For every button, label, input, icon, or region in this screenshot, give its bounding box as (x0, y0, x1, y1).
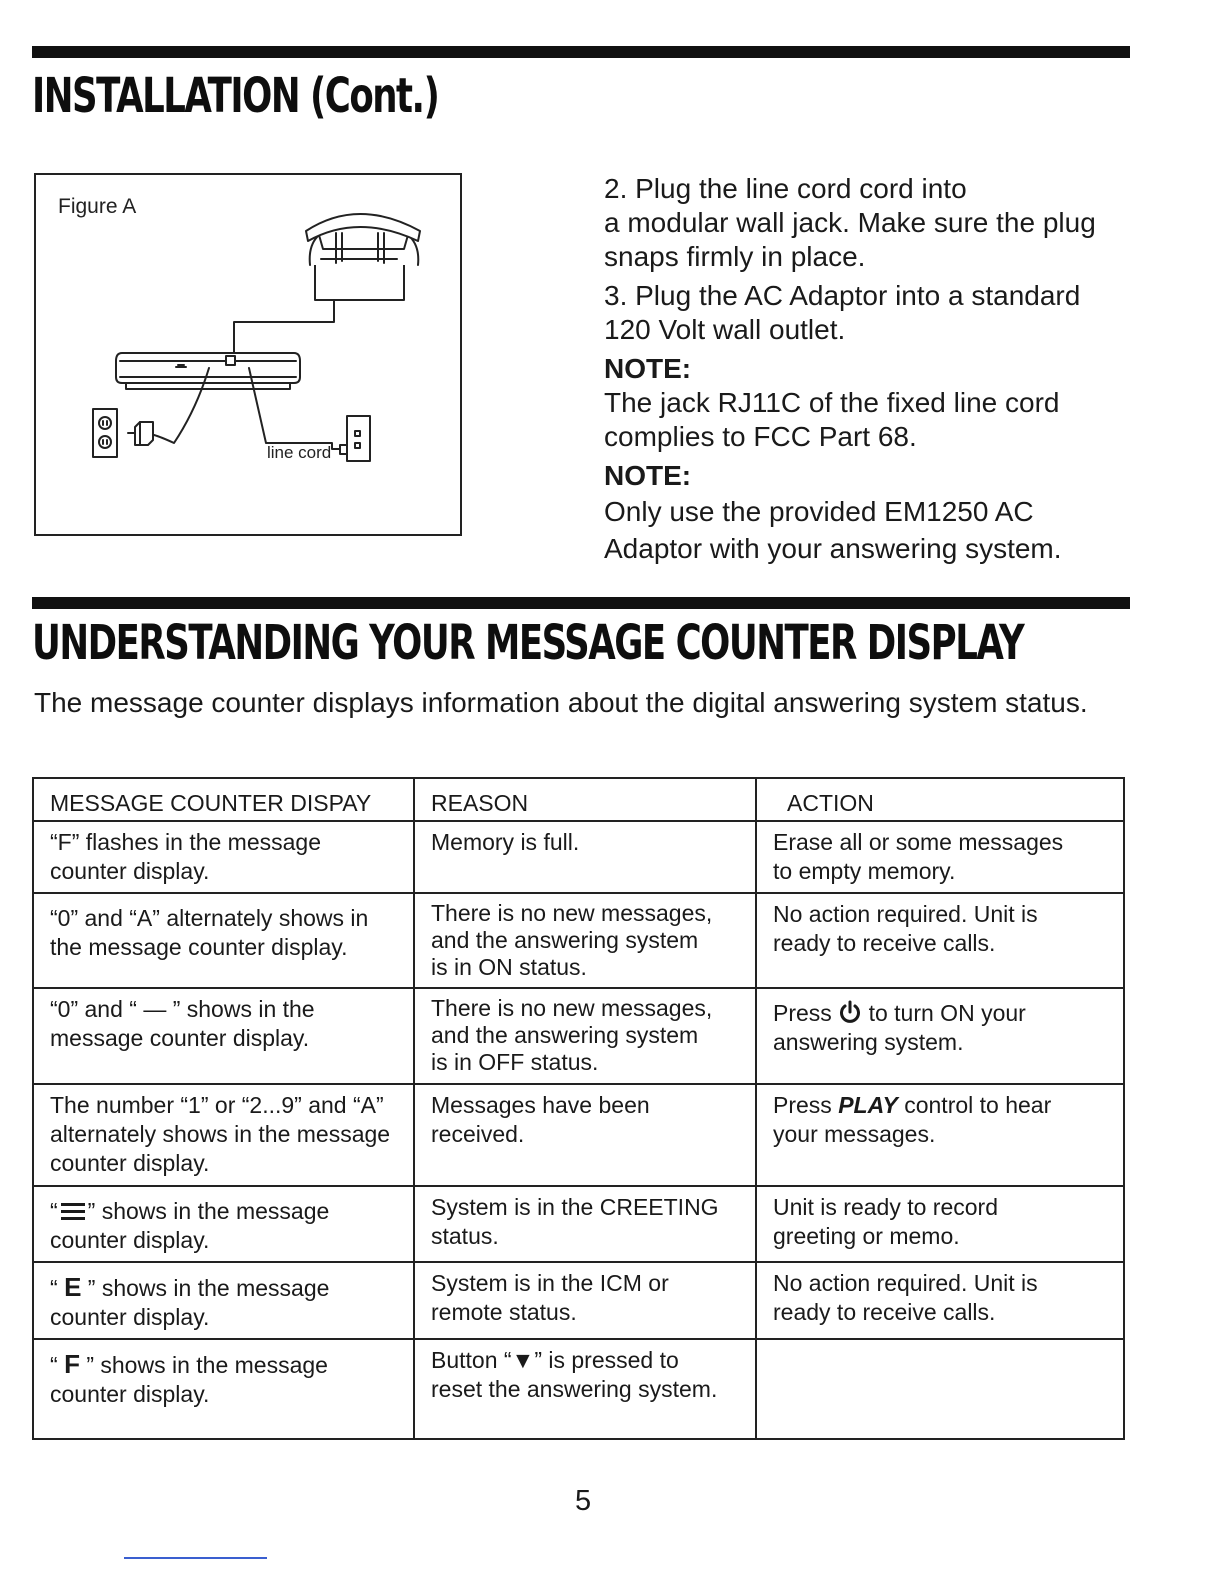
play-key-label: PLAY (838, 1092, 898, 1118)
display-cell: The number “1” or “2...9” and “A” alternately shows in the message counter display. (33, 1084, 414, 1186)
action-cell: Press to turn ON your answering system. (756, 988, 1124, 1084)
action-cell: Unit is ready to record greeting or memo. (756, 1186, 1124, 1262)
display-cell: “ E ” shows in the message counter display. (33, 1262, 414, 1339)
table-row (33, 1262, 1124, 1339)
table-row (33, 1339, 1124, 1439)
ac-adaptor-icon (128, 422, 153, 445)
table-row (33, 893, 1124, 988)
step-2-line-2: a modular wall jack. Make sure the plug (604, 207, 1096, 238)
note-1-heading: NOTE: (604, 353, 692, 384)
reason-cell: System is in the CREETING status. (414, 1186, 756, 1262)
table-row (33, 1084, 1124, 1186)
page-number: 5 (575, 1485, 592, 1517)
reason-cell: There is no new messages, and the answering system is in OFF status. (414, 988, 756, 1084)
header-reason: REASON (414, 778, 756, 821)
intro-paragraph: The message counter displays information about the digital answering system status. (34, 687, 1088, 718)
reason-cell: Button “▼” is pressed to reset the answering system. (414, 1339, 756, 1439)
phone-line (234, 300, 334, 353)
display-cell: “F” flashes in the message counter display. (33, 821, 414, 893)
message-counter-title: UNDERSTANDING YOUR MESSAGE COUNTER DISPLAY (32, 615, 1024, 671)
footer-link-underline (124, 1557, 267, 1559)
action-cell: Press PLAY control to hear your messages. (756, 1084, 1124, 1186)
note-2-line-2: Adaptor with your answering system. (604, 533, 1062, 564)
step-3-line-2: 120 Volt wall outlet. (604, 314, 846, 345)
e-symbol: E (64, 1272, 82, 1302)
installation-steps (604, 172, 1164, 566)
f-symbol: F (64, 1349, 80, 1379)
action-cell: No action required. Unit is ready to receive calls. (756, 893, 1124, 988)
header-display: MESSAGE COUNTER DISPAY (33, 778, 414, 821)
installation-title: INSTALLATION (Cont.) (32, 68, 439, 124)
table-row (33, 988, 1124, 1084)
display-cell: “0” and “ — ” shows in the message counter display. (33, 988, 414, 1084)
note-1-line-2: complies to FCC Part 68. (604, 421, 917, 452)
message-counter-table (32, 777, 1125, 1440)
wall-jack-icon (340, 416, 370, 461)
display-cell: “0” and “A” alternately shows in the message counter display. (33, 893, 414, 988)
display-cell: “ ” shows in the message counter display. (33, 1186, 414, 1262)
table-row (33, 1186, 1124, 1262)
three-bar-symbol-icon (58, 1200, 88, 1222)
action-cell (756, 1339, 1124, 1439)
line-cord-label: line cord (267, 443, 332, 462)
reason-cell: Messages have been received. (414, 1084, 756, 1186)
top-rule (32, 46, 1130, 58)
note-2-heading: NOTE: (604, 460, 692, 491)
connection-diagram (36, 175, 464, 538)
step-2-line-1: 2. Plug the line cord cord into (604, 173, 967, 204)
wall-outlet-icon (93, 409, 117, 457)
note-2-line-1: Only use the provided EM1250 AC (604, 496, 1034, 527)
table-row (33, 821, 1124, 893)
display-cell: “ F ” shows in the message counter display. (33, 1339, 414, 1439)
note-1-line-1: The jack RJ11C of the fixed line cord (604, 387, 1060, 418)
figure-label: Figure A (58, 195, 137, 218)
action-cell: No action required. Unit is ready to receive calls. (756, 1262, 1124, 1339)
step-3-line-1: 3. Plug the AC Adaptor into a standard (604, 280, 1081, 311)
figure-a (34, 173, 462, 536)
reason-cell: There is no new messages, and the answering system is in ON status. (414, 893, 756, 988)
action-cell: Erase all or some messages to empty memory. (756, 821, 1124, 893)
down-arrow-icon: ▼ (511, 1347, 535, 1373)
table-header-row (33, 778, 1124, 821)
header-action: ACTION (756, 778, 1124, 821)
step-2-line-3: snaps firmly in place. (604, 241, 866, 272)
power-icon (838, 1000, 862, 1024)
reason-cell: Memory is full. (414, 821, 756, 893)
telephone-icon (306, 214, 420, 300)
middle-rule (32, 597, 1130, 609)
reason-cell: System is in the ICM or remote status. (414, 1262, 756, 1339)
